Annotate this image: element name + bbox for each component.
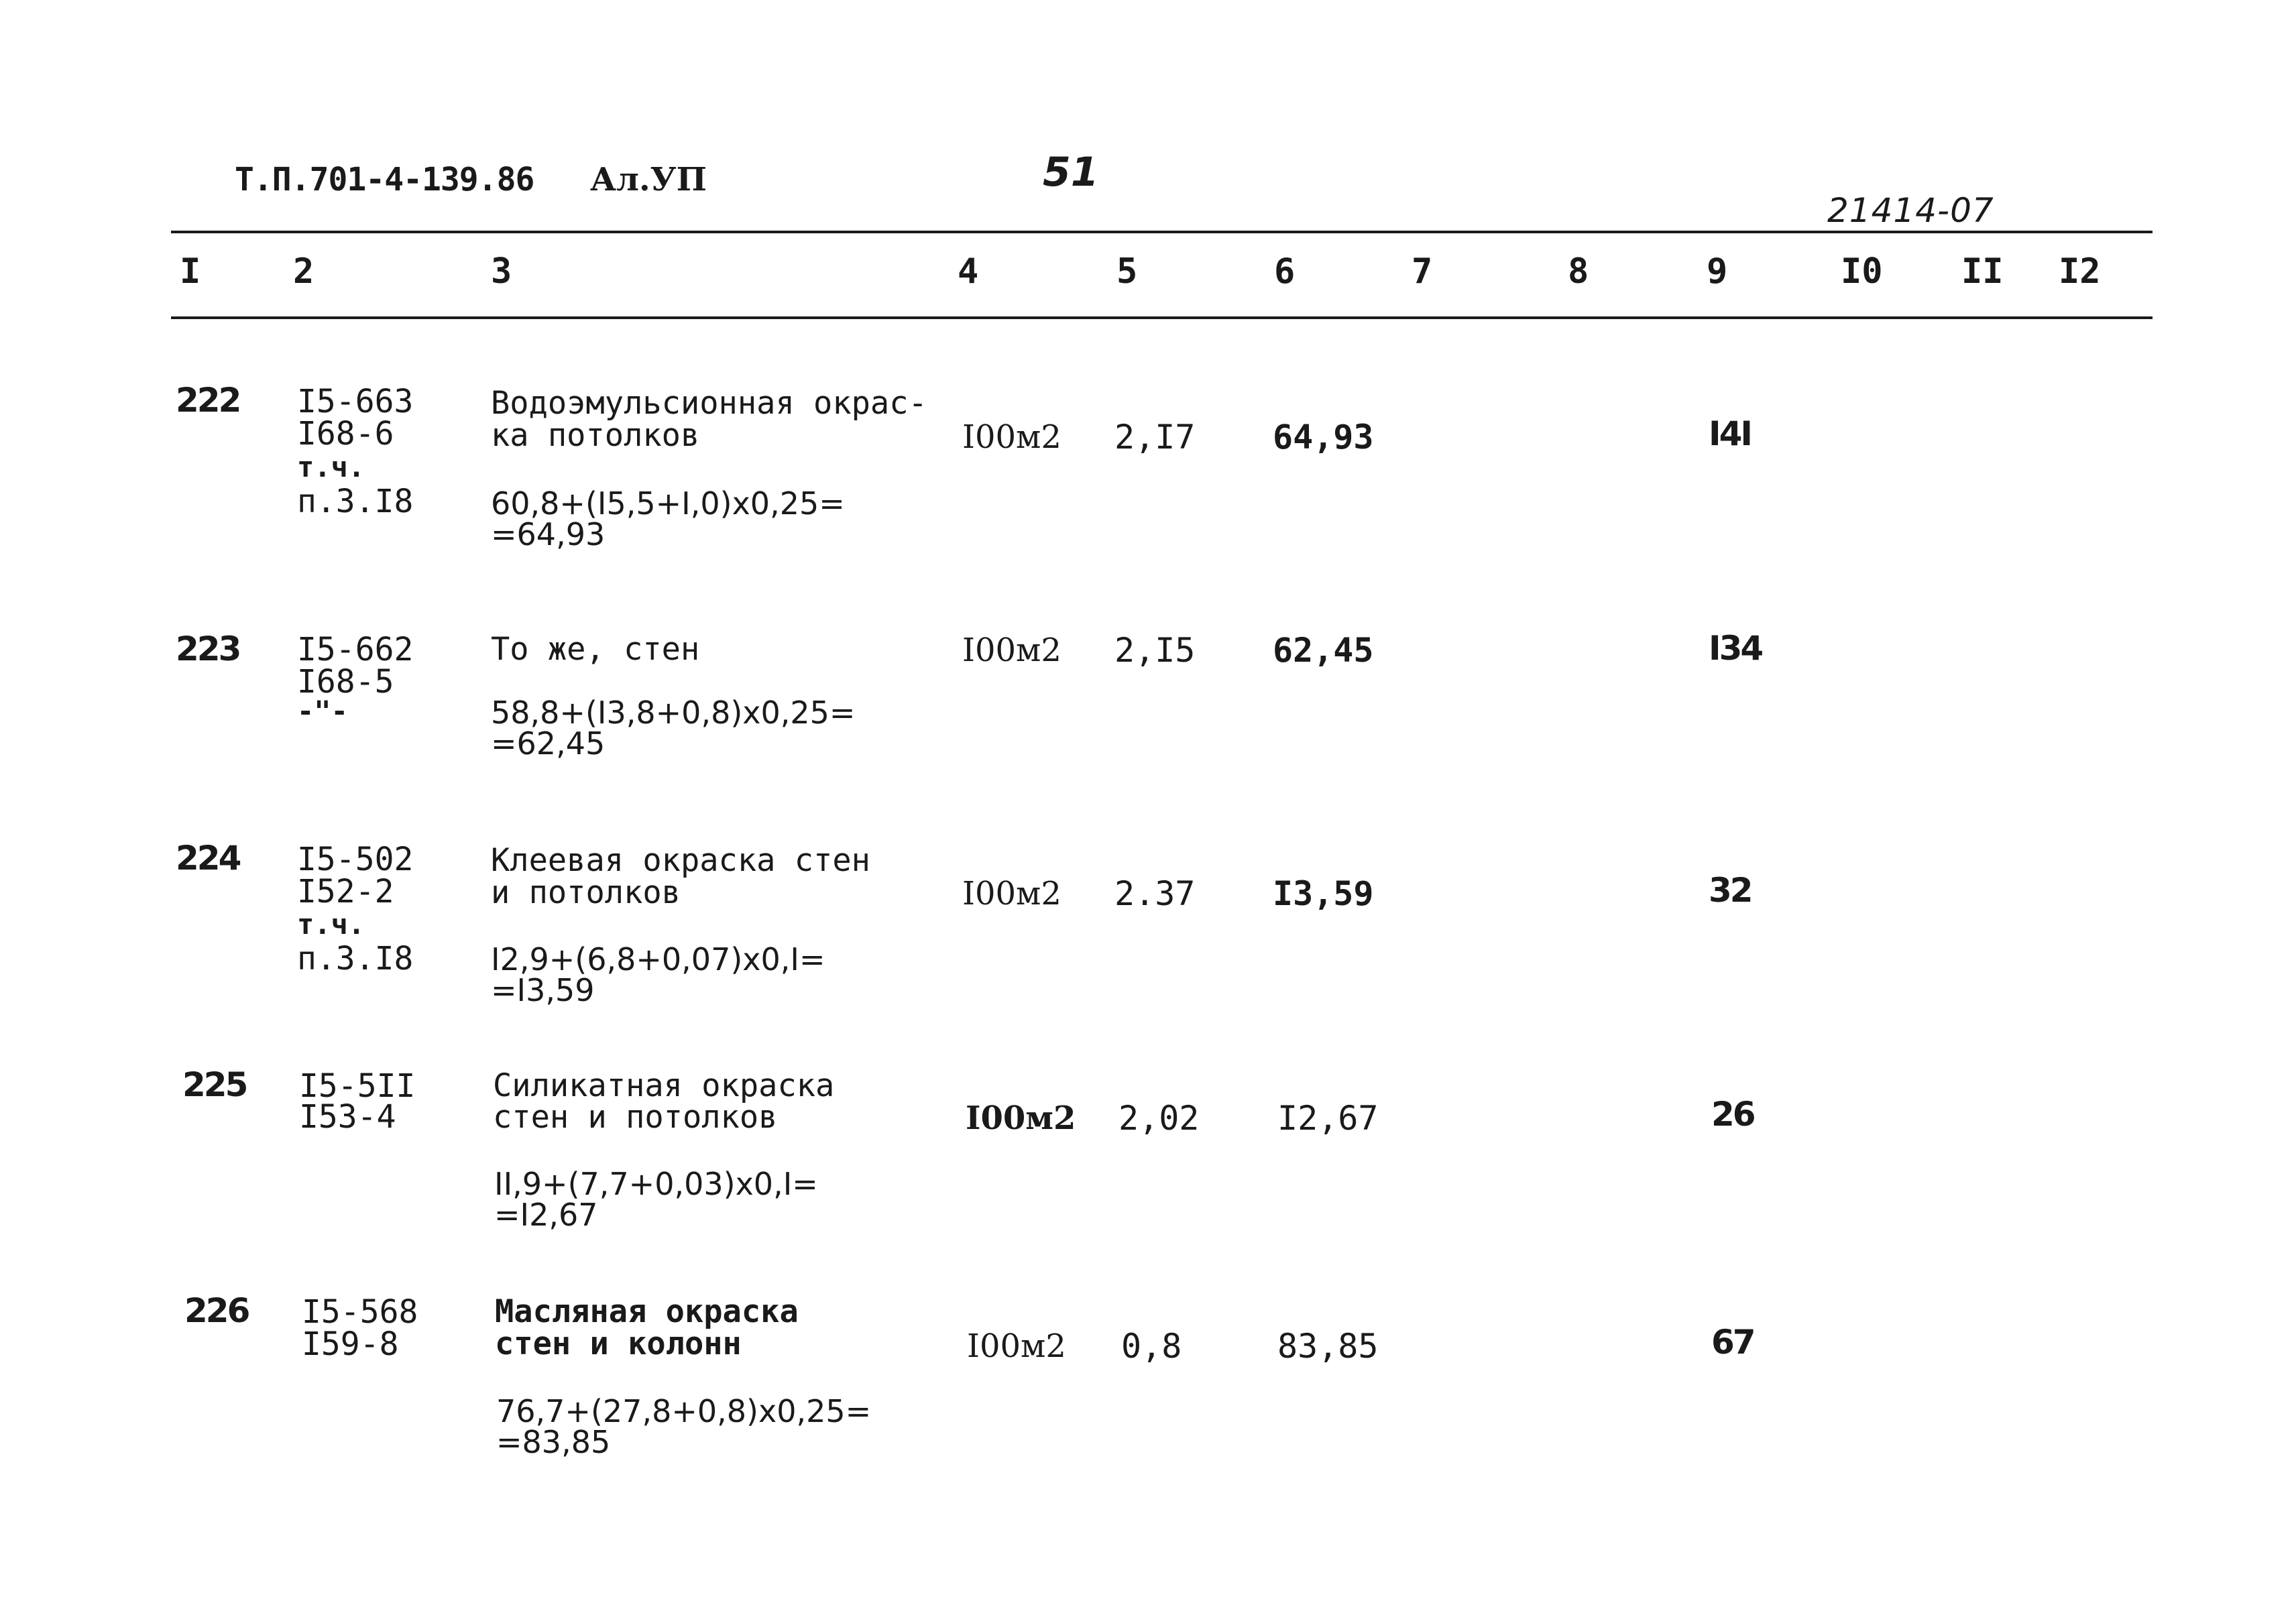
code-note: -"- bbox=[297, 695, 348, 727]
value-col9: 67 bbox=[1711, 1323, 1754, 1362]
code-clause: п.3.I8 bbox=[297, 940, 414, 977]
col-header-10: I0 bbox=[1841, 251, 1883, 292]
quantity-col5: 2,I5 bbox=[1114, 631, 1196, 670]
unit: I00м2 bbox=[962, 875, 1061, 912]
unit: I00м2 bbox=[962, 632, 1061, 669]
col-header-1: I bbox=[180, 251, 201, 292]
calc-result: =I3,59 bbox=[491, 972, 595, 1008]
norm-code: I5-568 bbox=[302, 1293, 418, 1331]
quantity-col6: 64,93 bbox=[1273, 418, 1374, 457]
work-description: Клеевая окраска стен bbox=[491, 842, 870, 879]
album-number: Ал.УП bbox=[590, 161, 707, 198]
norm-code: I5-663 bbox=[297, 383, 414, 420]
work-description: Силикатная окраска bbox=[493, 1067, 835, 1104]
header-rule-top bbox=[171, 231, 2152, 233]
calc-formula: I2,9+(6,8+0,07)x0,I= bbox=[491, 941, 825, 977]
page-number: 51 bbox=[1043, 149, 1099, 196]
quantity-col5: 0,8 bbox=[1121, 1327, 1182, 1366]
row-number: 222 bbox=[176, 381, 240, 420]
calc-result: =I2,67 bbox=[494, 1197, 598, 1233]
col-header-6: 6 bbox=[1274, 251, 1296, 292]
unit: I00м2 bbox=[962, 418, 1061, 456]
calc-formula: II,9+(7,7+0,03)x0,I= bbox=[494, 1166, 818, 1202]
code-clause: п.3.I8 bbox=[297, 483, 414, 520]
code-note: т.ч. bbox=[297, 451, 365, 483]
norm-code: I5-5II bbox=[299, 1067, 416, 1105]
unit: I00м2 bbox=[966, 1099, 1076, 1137]
work-description: Водоэмульсионная окрас- bbox=[491, 385, 927, 422]
norm-code: I5-502 bbox=[297, 841, 414, 878]
col-header-2: 2 bbox=[293, 251, 314, 292]
quantity-col6: I2,67 bbox=[1277, 1099, 1379, 1138]
header-rule-bottom bbox=[171, 316, 2152, 319]
work-description: То же, стен bbox=[491, 631, 700, 668]
work-description-cont: ка потолков bbox=[491, 417, 700, 454]
work-description-cont: стен и потолков bbox=[493, 1099, 778, 1136]
work-description: Масляная окраска bbox=[495, 1293, 799, 1330]
norm-code: I5-662 bbox=[297, 631, 414, 668]
work-description-cont: стен и колонн bbox=[495, 1325, 742, 1362]
quantity-col6: 62,45 bbox=[1273, 631, 1374, 670]
doc-number: Т.П.701-4-139.86 bbox=[235, 161, 534, 198]
quantity-col6: 83,85 bbox=[1277, 1327, 1379, 1366]
calc-result: =62,45 bbox=[491, 725, 606, 762]
handwritten-code: 21414-07 bbox=[1827, 191, 1994, 230]
calc-result: =83,85 bbox=[496, 1424, 611, 1460]
col-header-3: 3 bbox=[491, 251, 512, 292]
price-code: I68-5 bbox=[297, 663, 394, 701]
row-number: 225 bbox=[182, 1065, 247, 1104]
col-header-4: 4 bbox=[958, 251, 979, 292]
calc-formula: 76,7+(27,8+0,8)x0,25= bbox=[496, 1393, 872, 1429]
value-col9: I34 bbox=[1709, 629, 1762, 668]
value-col9: I4I bbox=[1709, 414, 1751, 453]
work-description-cont: и потолков bbox=[491, 874, 681, 911]
row-number: 224 bbox=[176, 839, 240, 878]
value-col9: 26 bbox=[1711, 1095, 1754, 1134]
calc-formula: 58,8+(I3,8+0,8)x0,25= bbox=[491, 695, 856, 731]
col-header-11: II bbox=[1961, 251, 2004, 292]
col-header-12: I2 bbox=[2059, 251, 2101, 292]
price-code: I59-8 bbox=[302, 1325, 399, 1363]
quantity-col6: I3,59 bbox=[1273, 874, 1374, 913]
price-code: I68-6 bbox=[297, 415, 394, 453]
col-header-5: 5 bbox=[1116, 251, 1138, 292]
value-col9: 32 bbox=[1709, 871, 1752, 910]
price-code: I53-4 bbox=[299, 1098, 396, 1136]
code-note: т.ч. bbox=[297, 908, 365, 941]
quantity-col5: 2.37 bbox=[1114, 874, 1196, 913]
row-number: 226 bbox=[184, 1291, 249, 1330]
calc-formula: 60,8+(I5,5+I,0)x0,25= bbox=[491, 485, 845, 522]
price-code: I52-2 bbox=[297, 873, 394, 910]
unit: I00м2 bbox=[967, 1327, 1066, 1365]
row-number: 223 bbox=[176, 630, 240, 668]
col-header-8: 8 bbox=[1568, 251, 1589, 292]
col-header-7: 7 bbox=[1412, 251, 1433, 292]
quantity-col5: 2,02 bbox=[1118, 1099, 1200, 1138]
col-header-9: 9 bbox=[1707, 251, 1728, 292]
calc-result: =64,93 bbox=[491, 516, 606, 552]
quantity-col5: 2,I7 bbox=[1114, 418, 1196, 457]
